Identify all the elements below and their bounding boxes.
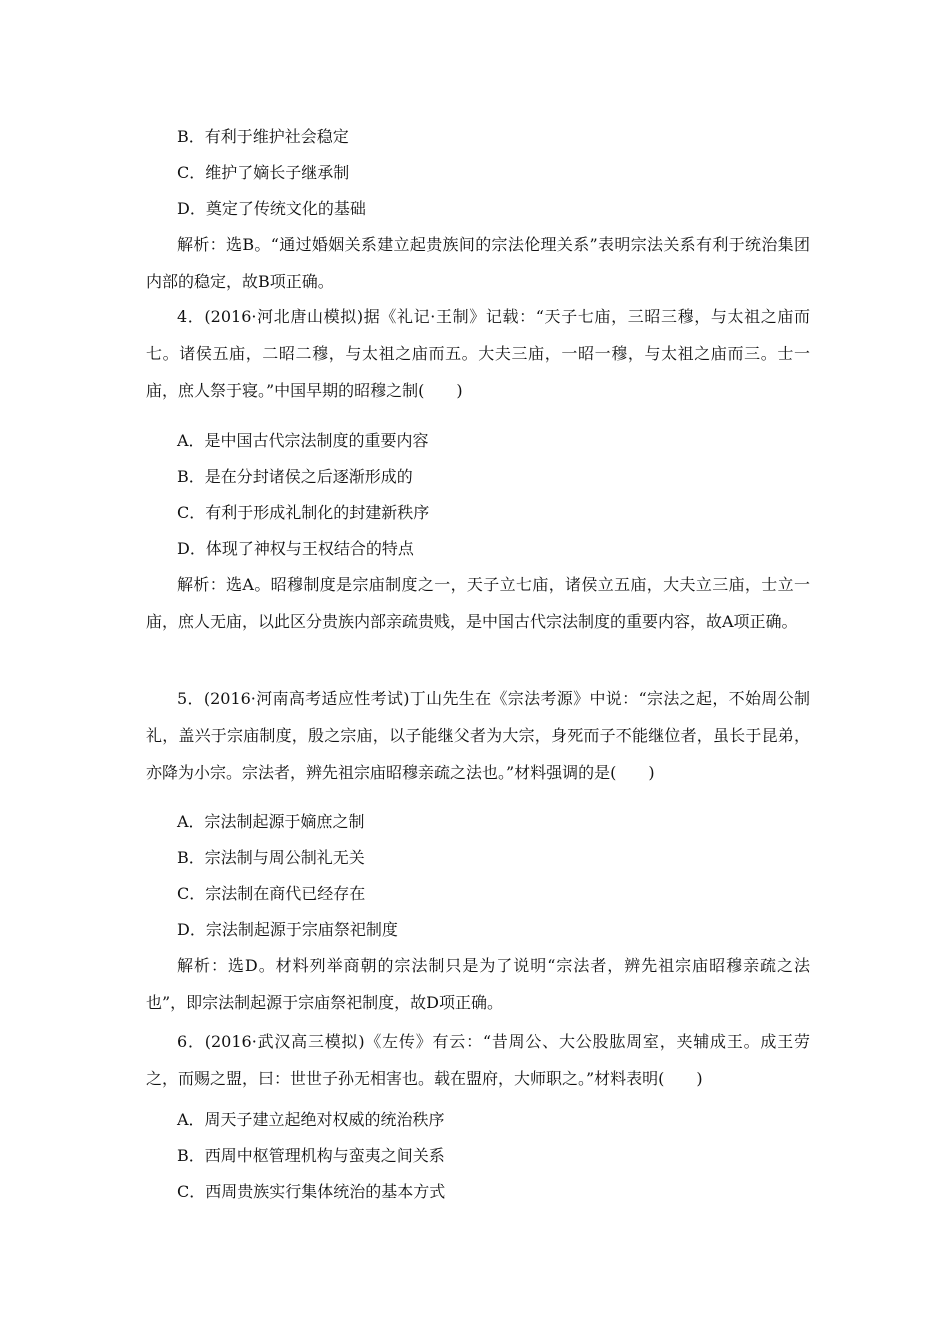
q6-option-b: B．西周中枢管理机构与蛮夷之间关系: [177, 1146, 445, 1165]
q4-analysis: 解析：选A。昭穆制度是宗庙制度之一，天子立七庙，诸侯立五庙，大夫立三庙，士立一庙，庶人无庙，以此区分贵族内部亲疏贵贱，是中国古代宗法制度的重要内容，故A项正确。: [146, 575, 810, 631]
q5-stem: 5．(2016·河南高考适应性考试)丁山先生在《宗法考源》中说：“宗法之起，不始周公制礼，盖兴于宗庙制度，殷之宗庙，以子能继父者为大宗，身死而子不能继位者，虽长于昆弟，亦降为小宗。宗法者，辨先祖宗庙昭穆亲疏之法也。”材料强调的是( ): [146, 689, 810, 782]
q6-option-a: A．周天子建立起绝对权威的统治秩序: [177, 1110, 445, 1129]
q4-stem: 4．(2016·河北唐山模拟)据《礼记·王制》记载：“天子七庙，三昭三穆，与太祖之庙而七。诸侯五庙，二昭二穆，与太祖之庙而五。大夫三庙，一昭一穆，与太祖之庙而三。士一庙，庶人祭于寝。”中国早期的昭穆之制( ): [146, 307, 810, 400]
q6-option-c: C．西周贵族实行集体统治的基本方式: [177, 1182, 446, 1201]
q5-option-a: A．宗法制起源于嫡庶之制: [177, 812, 365, 831]
q4-option-c: C．有利于形成礼制化的封建新秩序: [177, 503, 430, 522]
q5-analysis: 解析：选D。材料列举商朝的宗法制只是为了说明“宗法者，辨先祖宗庙昭穆亲疏之法也”，即宗法制起源于宗庙祭祀制度，故D项正确。: [146, 956, 810, 1012]
q3-option-d: D．奠定了传统文化的基础: [177, 199, 366, 218]
q6-stem: 6．(2016·武汉高三模拟)《左传》有云：“昔周公、大公股肱周室，夹辅成王。成王劳之，而赐之盟，曰：世世子孙无相害也。载在盟府，大师职之。”材料表明( ): [146, 1032, 810, 1088]
q3-analysis: 解析：选B。“通过婚姻关系建立起贵族间的宗法伦理关系”表明宗法关系有利于统治集团内部的稳定，故B项正确。: [146, 235, 810, 291]
q5-option-d: D．宗法制起源于宗庙祭祀制度: [177, 920, 398, 939]
q4-option-b: B．是在分封诸侯之后逐渐形成的: [177, 467, 413, 486]
q4-option-a: A．是中国古代宗法制度的重要内容: [177, 431, 429, 450]
q3-option-b: B．有利于维护社会稳定: [177, 127, 349, 146]
q4-option-d: D．体现了神权与王权结合的特点: [177, 539, 414, 558]
q5-option-b: B．宗法制与周公制礼无关: [177, 848, 365, 867]
q3-option-c: C．维护了嫡长子继承制: [177, 163, 350, 182]
q5-option-c: C．宗法制在商代已经存在: [177, 884, 366, 903]
